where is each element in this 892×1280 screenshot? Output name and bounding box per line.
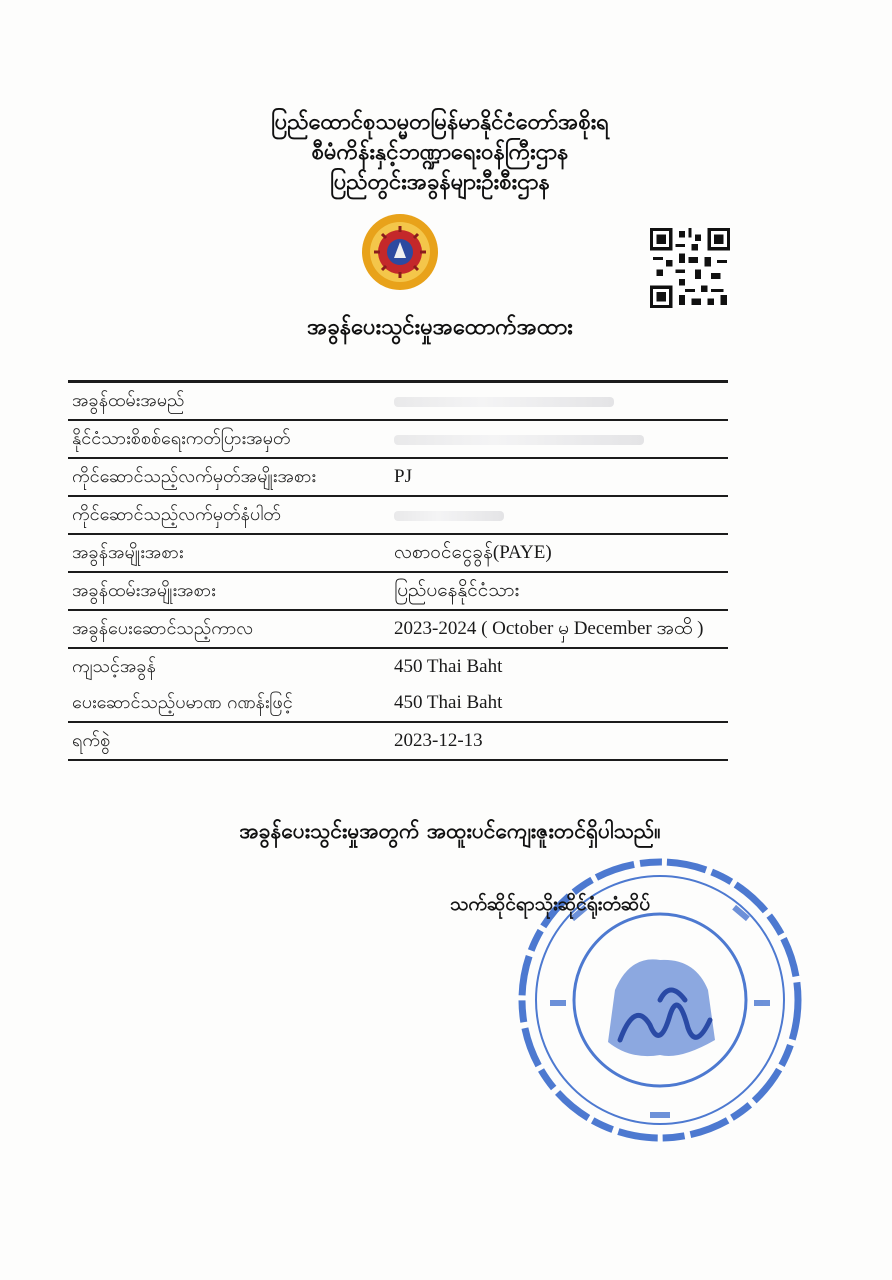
row-date [68,723,728,761]
label-date: ရက်စွဲ [72,730,111,751]
issuing-authority-header [120,108,760,198]
value-nrc-number [390,421,728,457]
label-taxpayer-name: အခွန်ထမ်းအမည် [72,390,185,411]
row-tax-period [68,611,728,649]
label-tax-due: ကျသင့်အခွန် [72,656,156,677]
seal-label: သက်ဆိုင်ရာသိုးဆိုင်ရုံးတံဆိပ် [450,893,651,915]
value-document-number [390,497,728,533]
value-taxpayer-name [390,383,728,419]
qr-code-icon [650,228,730,308]
row-taxpayer-type [68,573,728,611]
redacted-value [394,435,644,445]
value-document-type: PJ [394,466,412,487]
ministry-name: စီမံကိန်းနှင့်ဘဏ္ဍာရေးဝန်ကြီးဌာန [311,140,569,165]
government-name: ပြည်ထောင်စုသမ္မတမြန်မာနိုင်ငံတော်အစိုးရ [271,110,609,135]
row-tax-due [68,649,728,685]
value-date: 2023-12-13 [394,730,483,751]
value-tax-period: 2023-2024 ( October မှ December အထိ ) [394,618,704,639]
row-document-number [68,497,728,535]
label-document-number: ကိုင်ဆောင်သည့်လက်မှတ်နံပါတ် [72,504,281,525]
row-document-type [68,459,728,497]
label-document-type: ကိုင်ဆောင်သည့်လက်မှတ်အမျိုးအစား [72,466,316,487]
row-tax-type [68,535,728,573]
row-taxpayer-name [68,380,728,421]
department-emblem-icon [360,212,440,292]
department-name: ပြည်တွင်းအခွန်များဦးစီးဌာန [330,170,550,195]
document-title: အခွန်ပေးသွင်းမှုအထောက်အထား [307,315,573,340]
redacted-value [394,511,504,521]
value-tax-due: 450 Thai Baht [394,656,503,677]
label-tax-period: အခွန်ပေးဆောင်သည့်ကာလ [72,618,254,639]
row-amount-paid [68,685,728,723]
label-amount-paid: ပေးဆောင်သည့်ပမာဏ ဂဏန်းဖြင့် [72,692,293,713]
thank-you-note: အခွန်ပေးသွင်းမှုအတွက် အထူးပင်ကျေးဇူးတင်ရှိပါသည်။ [239,819,661,843]
value-taxpayer-type: ပြည်ပနေနိုင်ငံသား [394,580,520,601]
value-amount-paid: 450 Thai Baht [394,692,503,713]
row-nrc-number [68,421,728,459]
redacted-value [394,397,614,407]
label-tax-type: အခွန်အမျိုးအစား [72,542,184,563]
tax-details-table [68,380,728,761]
label-nrc-number: နိုင်ငံသားစိစစ်ရေးကတ်ပြားအမှတ် [72,428,291,449]
label-taxpayer-type: အခွန်ထမ်းအမျိုးအစား [72,580,216,601]
value-tax-type: လစာဝင်ငွေခွန်(PAYE) [394,542,552,563]
